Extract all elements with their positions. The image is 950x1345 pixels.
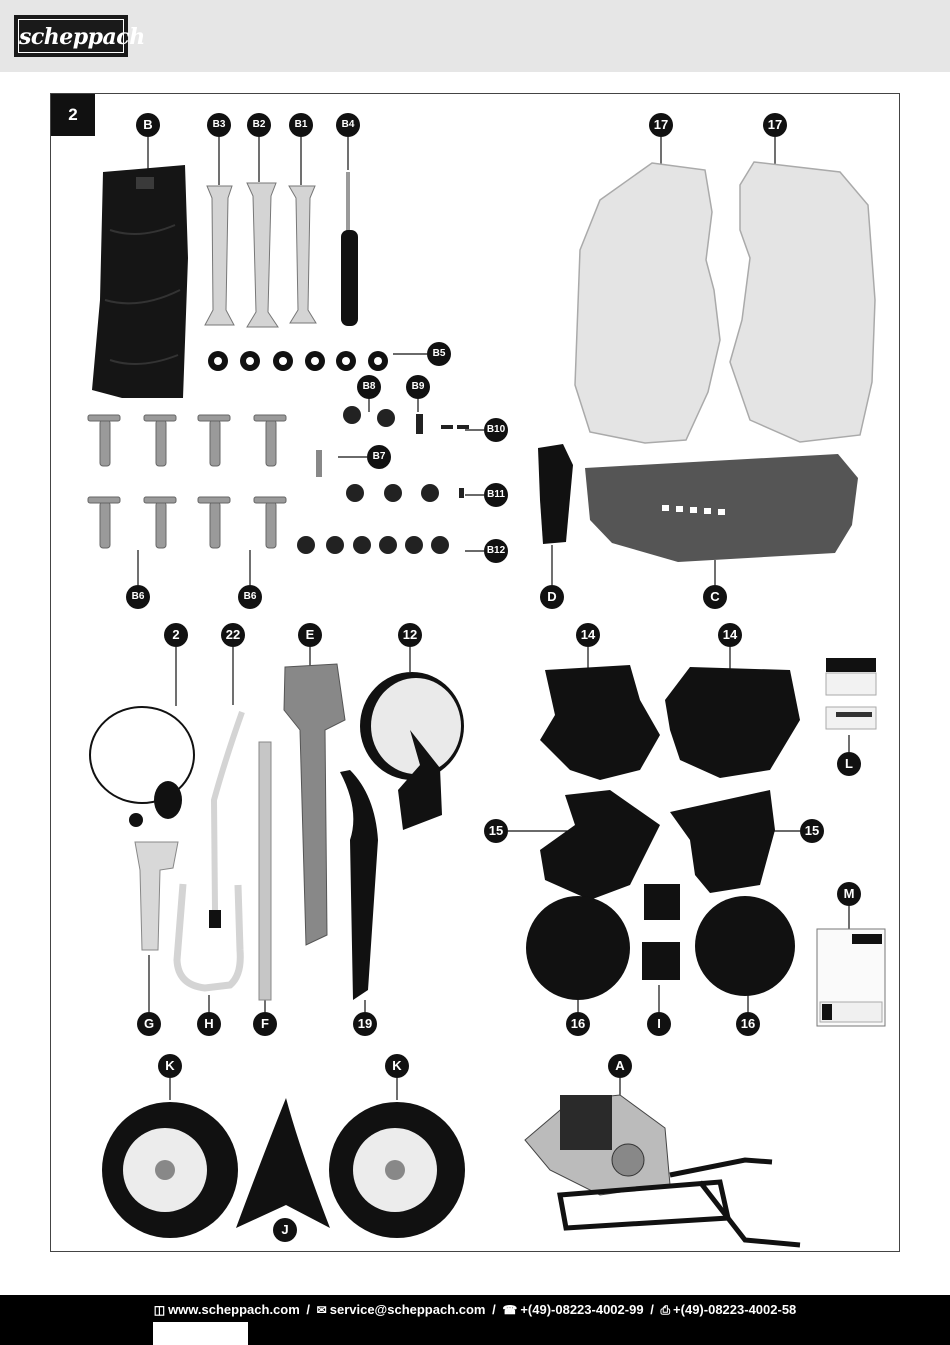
figure-number: 2	[51, 94, 95, 136]
callout-14-left: 14	[576, 623, 600, 647]
column-e	[284, 664, 345, 945]
callout-e: E	[298, 623, 322, 647]
callout-b6-left: B6	[126, 585, 150, 609]
callout-16-right: 16	[736, 1012, 760, 1036]
small-hardware	[297, 406, 469, 554]
skid-plate-c	[585, 454, 858, 562]
callout-b2: B2	[247, 113, 271, 137]
computer-icon: ◫	[153, 1303, 166, 1317]
bow-h	[177, 884, 240, 988]
callout-b6-right: B6	[238, 585, 262, 609]
callout-d: D	[540, 585, 564, 609]
callout-i: I	[647, 1012, 671, 1036]
wrench-set	[205, 183, 316, 327]
footer-fax: +(49)-08223-4002-58	[673, 1302, 797, 1317]
tines	[540, 665, 800, 900]
labels-l	[826, 658, 876, 729]
callout-15-right: 15	[800, 819, 824, 843]
tool-bag	[92, 165, 188, 398]
washers	[208, 351, 388, 371]
callout-15-left: 15	[484, 819, 508, 843]
callout-2: 2	[164, 623, 188, 647]
callout-b8: B8	[357, 375, 381, 399]
callout-b10: B10	[484, 418, 508, 442]
handle-22	[214, 712, 242, 910]
fax-icon: ⎙	[660, 1303, 671, 1317]
discs	[526, 884, 795, 1000]
tiller-a	[525, 1095, 800, 1245]
footer-separator: /	[492, 1302, 496, 1317]
grip-d	[538, 444, 573, 544]
footer-white-box	[153, 1322, 248, 1345]
callout-k-right: K	[385, 1054, 409, 1078]
manual-m	[817, 929, 885, 1026]
callout-l: L	[837, 752, 861, 776]
callout-g: G	[137, 1012, 161, 1036]
callout-k-left: K	[158, 1054, 182, 1078]
callout-a: A	[608, 1054, 632, 1078]
mail-icon: ✉	[316, 1303, 327, 1317]
phone-icon: ☎	[502, 1303, 518, 1317]
footer-separator: /	[306, 1302, 311, 1317]
callout-b1: B1	[289, 113, 313, 137]
footer-phone: +(49)-08223-4002-99	[520, 1302, 644, 1317]
callout-b5: B5	[427, 342, 451, 366]
callout-b9: B9	[406, 375, 430, 399]
blade-19	[340, 770, 378, 1000]
callout-14-right: 14	[718, 623, 742, 647]
support-wheel	[360, 672, 464, 830]
callout-f: F	[253, 1012, 277, 1036]
screwdriver	[341, 172, 358, 326]
linch-pins	[88, 415, 286, 548]
brand-logo-text: scheppach	[18, 19, 124, 53]
callout-b11: B11	[484, 483, 508, 507]
callout-b4: B4	[336, 113, 360, 137]
footer-separator: /	[650, 1302, 654, 1317]
footer-contact	[0, 1300, 950, 1320]
plough-j	[236, 1098, 330, 1228]
callout-19: 19	[353, 1012, 377, 1036]
callout-22: 22	[221, 623, 245, 647]
fenders	[575, 162, 875, 443]
callout-b7: B7	[367, 445, 391, 469]
bracket-g	[135, 842, 178, 950]
callout-j: J	[273, 1218, 297, 1242]
callout-c: C	[703, 585, 727, 609]
footer-web[interactable]: www.scheppach.com	[168, 1302, 300, 1317]
callout-m: M	[837, 882, 861, 906]
callout-17-right: 17	[763, 113, 787, 137]
callout-17-left: 17	[649, 113, 673, 137]
callout-b: B	[136, 113, 160, 137]
footer-email[interactable]: service@scheppach.com	[329, 1302, 486, 1317]
callout-h: H	[197, 1012, 221, 1036]
callout-b3: B3	[207, 113, 231, 137]
bar-f	[259, 742, 271, 1000]
callout-16-left: 16	[566, 1012, 590, 1036]
callout-12: 12	[398, 623, 422, 647]
callout-b12: B12	[484, 539, 508, 563]
